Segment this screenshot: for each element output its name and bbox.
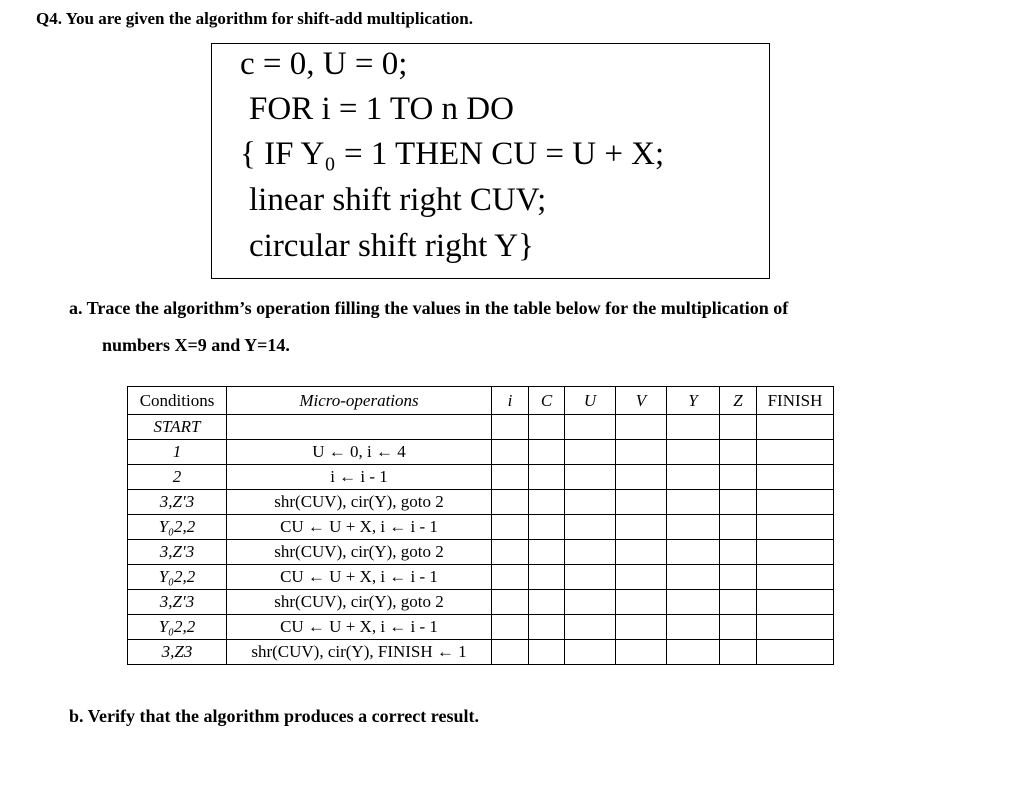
table-row [128,540,834,565]
micro-operation-cell: shr(CUV), cir(Y), goto 2 [227,490,492,515]
part-a-prompt-continued: numbers X=9 and Y=14. [102,335,290,355]
algorithm-box [211,43,770,279]
micro-operation-cell: shr(CUV), cir(Y), goto 2 [227,590,492,615]
table-header-row [128,387,834,415]
empty-z-cell[interactable] [720,590,757,615]
empty-finish-cell[interactable] [757,590,834,615]
condition-cell: Y₀2,2 [128,565,227,590]
empty-y-cell[interactable] [667,615,720,640]
empty-i-cell[interactable] [492,640,529,665]
empty-u-cell[interactable] [565,440,616,465]
empty-i-cell[interactable] [492,590,529,615]
empty-i-cell[interactable] [492,490,529,515]
empty-c-cell[interactable] [529,540,565,565]
empty-c-cell[interactable] [529,515,565,540]
empty-c-cell[interactable] [529,490,565,515]
part-a-prompt: a. Trace the algorithm’s operation filling the values in the table below for the multiplication of [69,298,789,318]
empty-finish-cell[interactable] [757,465,834,490]
empty-v-cell[interactable] [616,415,667,440]
empty-finish-cell[interactable] [757,565,834,590]
header-micro-operations: Micro-operations [227,387,492,415]
header-c: C [529,387,565,415]
header-y: Y [667,387,720,415]
table-row [128,465,834,490]
empty-z-cell[interactable] [720,515,757,540]
header-u: U [565,387,616,415]
empty-i-cell[interactable] [492,615,529,640]
empty-v-cell[interactable] [616,590,667,615]
algorithm-line-2: FOR i = 1 TO n DO [249,91,514,127]
empty-v-cell[interactable] [616,640,667,665]
table-row [128,440,834,465]
empty-u-cell[interactable] [565,565,616,590]
header-i: i [492,387,529,415]
empty-finish-cell[interactable] [757,440,834,465]
empty-finish-cell[interactable] [757,540,834,565]
empty-i-cell[interactable] [492,540,529,565]
empty-z-cell[interactable] [720,465,757,490]
empty-u-cell[interactable] [565,515,616,540]
empty-finish-cell[interactable] [757,490,834,515]
empty-y-cell[interactable] [667,540,720,565]
condition-cell: 1 [128,440,227,465]
empty-c-cell[interactable] [529,565,565,590]
table-row [128,615,834,640]
empty-y-cell[interactable] [667,515,720,540]
micro-operation-cell: CU ← U + X, i ← i - 1 [227,615,492,640]
empty-y-cell[interactable] [667,640,720,665]
micro-operation-cell: CU ← U + X, i ← i - 1 [227,565,492,590]
empty-z-cell[interactable] [720,615,757,640]
condition-cell: 3,Z′3 [128,490,227,515]
table-row [128,565,834,590]
trace-table [127,386,834,665]
header-z: Z [720,387,757,415]
empty-u-cell[interactable] [565,415,616,440]
table-row [128,490,834,515]
algorithm-line-1: c = 0, U = 0; [240,46,408,82]
empty-z-cell[interactable] [720,540,757,565]
empty-u-cell[interactable] [565,640,616,665]
empty-v-cell[interactable] [616,465,667,490]
empty-c-cell[interactable] [529,590,565,615]
empty-v-cell[interactable] [616,440,667,465]
table-row [128,515,834,540]
condition-cell: Y₀2,2 [128,515,227,540]
condition-cell: START [128,415,227,440]
condition-cell: 3,Z′3 [128,590,227,615]
empty-u-cell[interactable] [565,465,616,490]
empty-z-cell[interactable] [720,565,757,590]
empty-y-cell[interactable] [667,565,720,590]
micro-operation-cell [227,415,492,440]
empty-u-cell[interactable] [565,540,616,565]
empty-v-cell[interactable] [616,565,667,590]
empty-y-cell[interactable] [667,465,720,490]
table-row [128,640,834,665]
empty-finish-cell[interactable] [757,415,834,440]
empty-v-cell[interactable] [616,515,667,540]
header-v: V [616,387,667,415]
empty-finish-cell[interactable] [757,615,834,640]
empty-v-cell[interactable] [616,615,667,640]
empty-finish-cell[interactable] [757,640,834,665]
empty-u-cell[interactable] [565,590,616,615]
empty-y-cell[interactable] [667,590,720,615]
empty-finish-cell[interactable] [757,515,834,540]
empty-y-cell[interactable] [667,440,720,465]
empty-y-cell[interactable] [667,490,720,515]
empty-z-cell[interactable] [720,490,757,515]
table-row [128,590,834,615]
algorithm-line-4: linear shift right CUV; [249,182,547,218]
condition-cell: 3,Z3 [128,640,227,665]
empty-u-cell[interactable] [565,615,616,640]
empty-c-cell[interactable] [529,415,565,440]
empty-i-cell[interactable] [492,415,529,440]
micro-operation-cell: U ← 0, i ← 4 [227,440,492,465]
empty-v-cell[interactable] [616,490,667,515]
empty-v-cell[interactable] [616,540,667,565]
table-row [128,415,834,440]
empty-z-cell[interactable] [720,440,757,465]
micro-operation-cell: CU ← U + X, i ← i - 1 [227,515,492,540]
question-title: Q4. You are given the algorithm for shift-add multiplication. [36,9,473,28]
header-finish: FINISH [757,387,834,415]
part-b-prompt: b. Verify that the algorithm produces a correct result. [69,706,479,726]
condition-cell: Y₀2,2 [128,615,227,640]
empty-z-cell[interactable] [720,415,757,440]
micro-operation-cell: shr(CUV), cir(Y), goto 2 [227,540,492,565]
empty-i-cell[interactable] [492,465,529,490]
micro-operation-cell: shr(CUV), cir(Y), FINISH ← 1 [227,640,492,665]
empty-c-cell[interactable] [529,640,565,665]
condition-cell: 3,Z′3 [128,540,227,565]
algorithm-line-5: circular shift right Y} [249,228,534,264]
empty-c-cell[interactable] [529,440,565,465]
empty-u-cell[interactable] [565,490,616,515]
empty-i-cell[interactable] [492,440,529,465]
algorithm-line-3: { IF Y₀ = 1 THEN CU = U + X; [240,136,665,172]
header-conditions: Conditions [128,387,227,415]
empty-i-cell[interactable] [492,515,529,540]
condition-cell: 2 [128,465,227,490]
empty-c-cell[interactable] [529,615,565,640]
empty-y-cell[interactable] [667,415,720,440]
empty-z-cell[interactable] [720,640,757,665]
empty-c-cell[interactable] [529,465,565,490]
micro-operation-cell: i ← i - 1 [227,465,492,490]
empty-i-cell[interactable] [492,565,529,590]
